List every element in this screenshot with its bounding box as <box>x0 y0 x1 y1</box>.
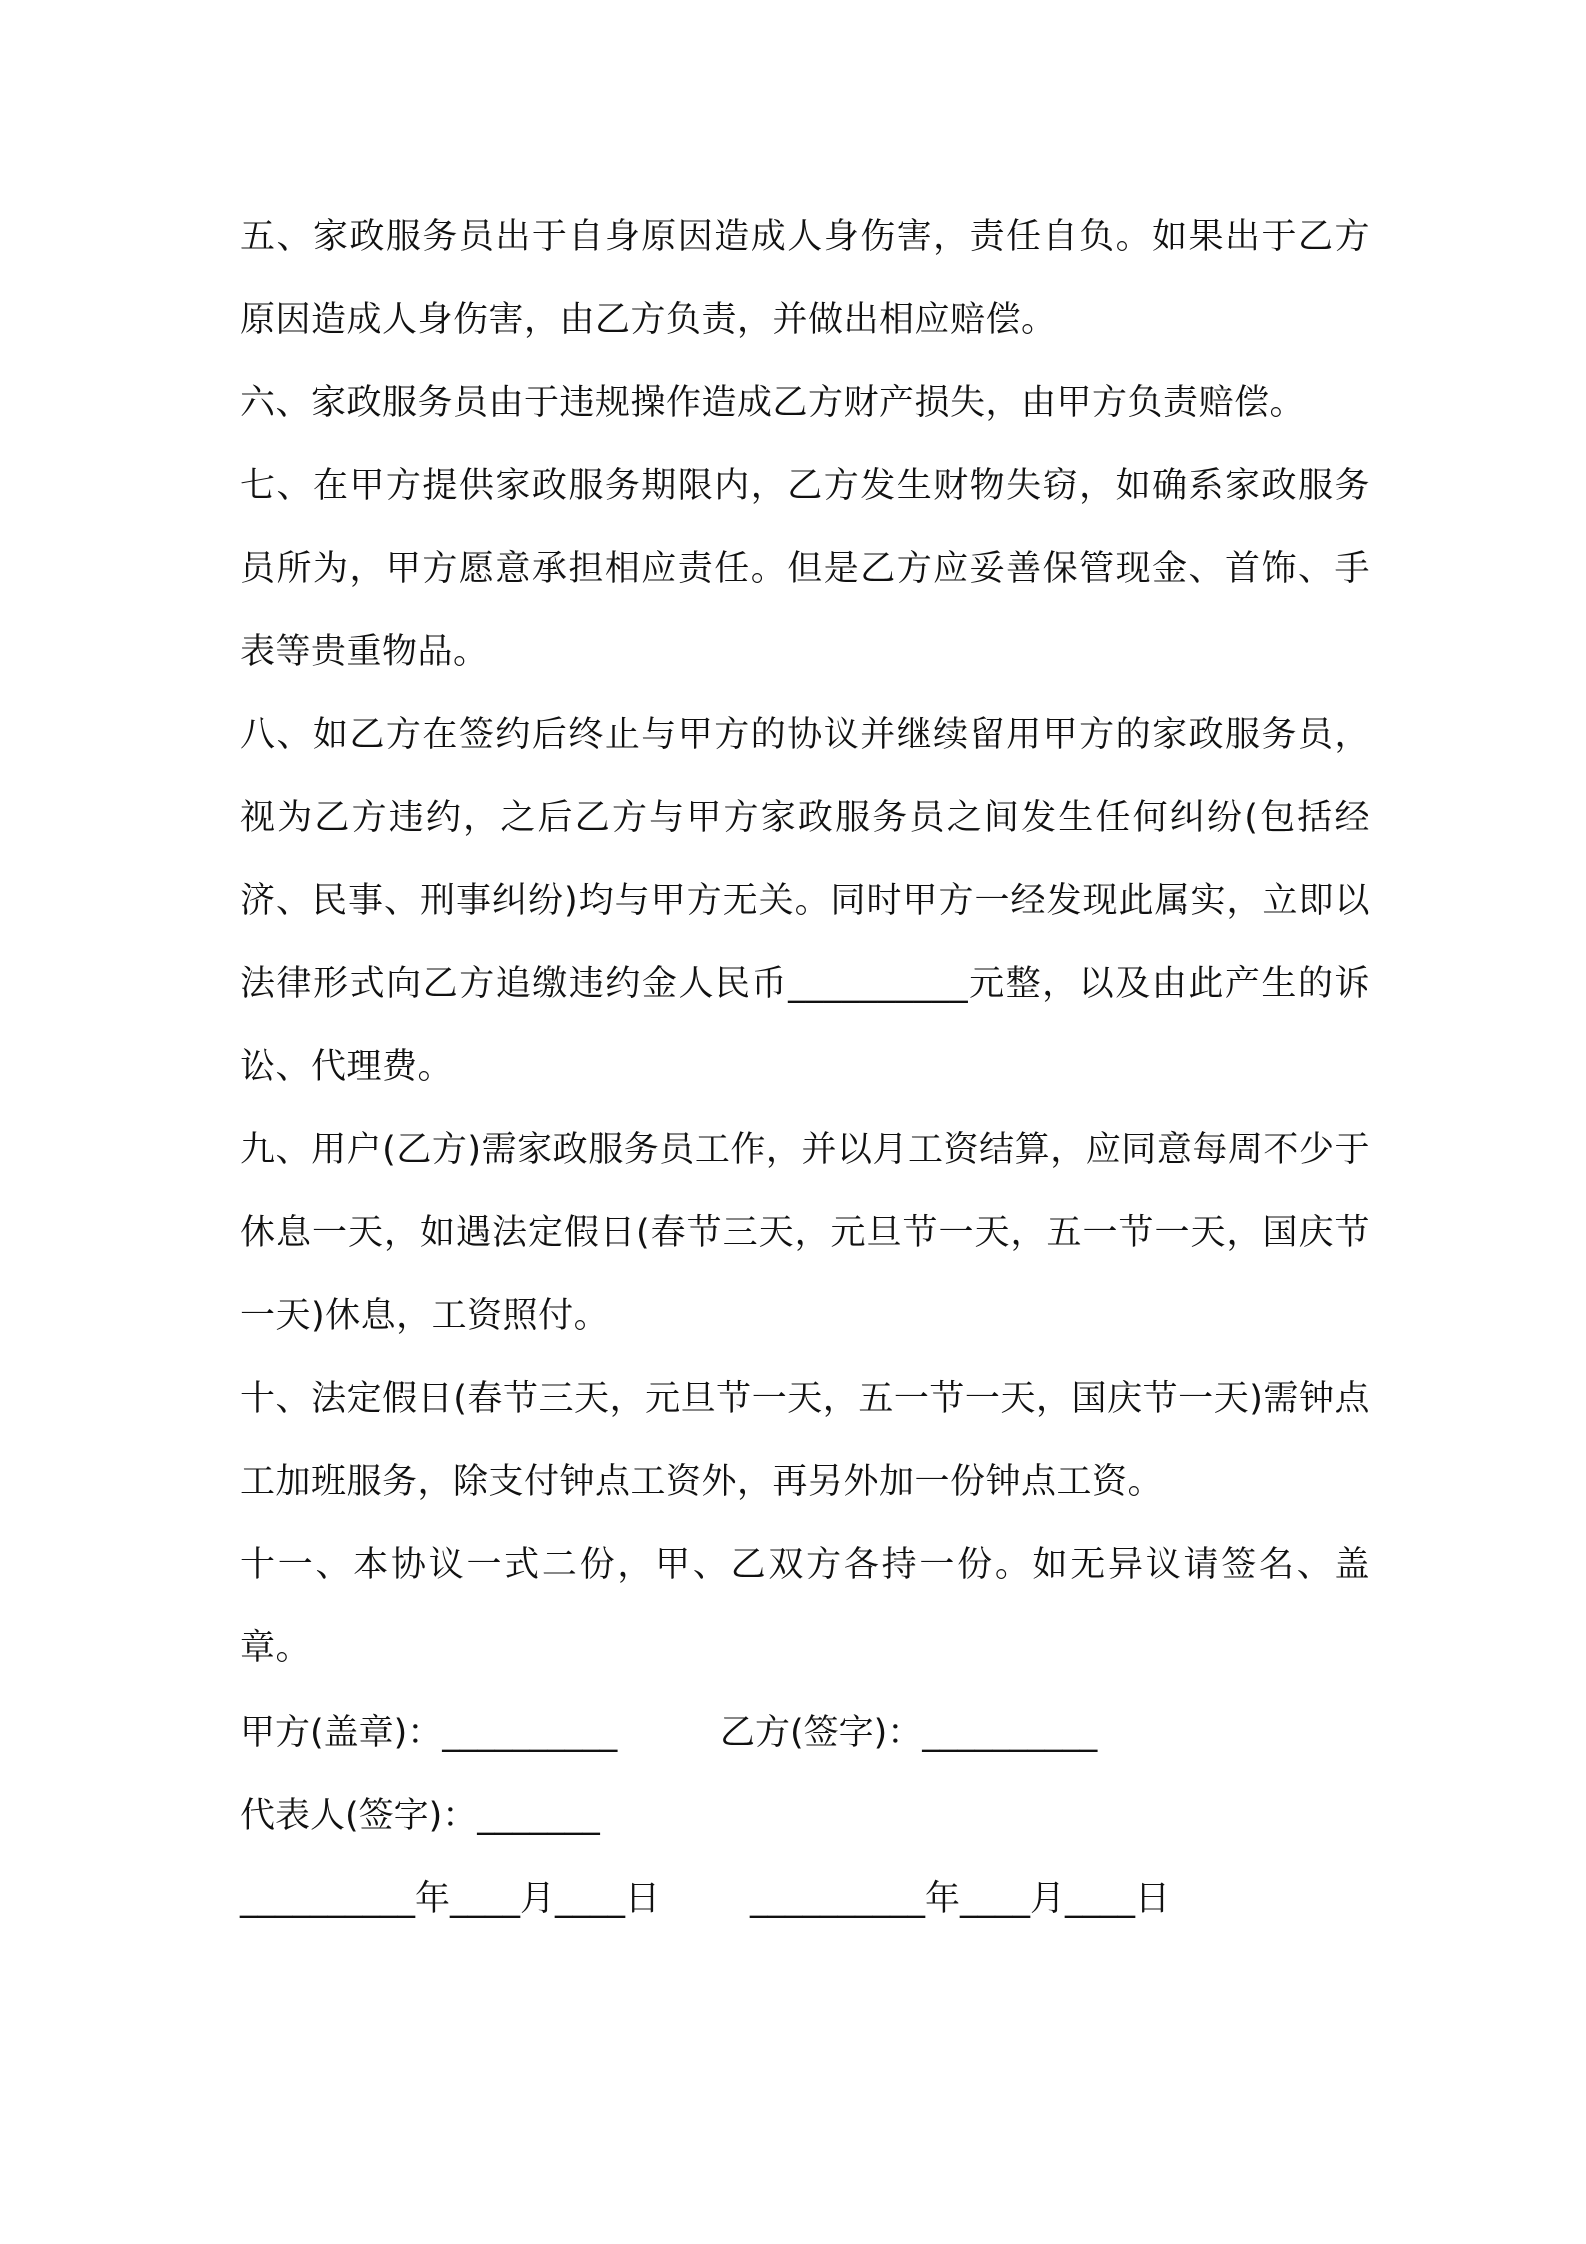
signature-row-dates <box>240 1858 1370 1941</box>
clause-9: 九、用户(乙方)需家政服务员工作，并以月工资结算，应同意每周不少于休息一天，如遇法定假日(春节三天，元旦节一天，五一节一天，国庆节一天)休息，工资照付。 <box>240 1130 1370 1336</box>
clause-7: 七、在甲方提供家政服务期限内，乙方发生财物失窃，如确系家政服务员所为，甲方愿意承担相应责任。但是乙方应妥善保管现金、首饰、手表等贵重物品。 <box>240 466 1370 672</box>
party-b-signature-line: 乙方(签字)：__________ <box>720 1713 1098 1753</box>
signature-block <box>240 1692 1370 1941</box>
party-b-date-line: __________年____月____日 <box>750 1879 1171 1919</box>
representative-signature-line: 代表人(签字)：_______ <box>240 1796 600 1836</box>
party-a-date-line: __________年____月____日 <box>240 1879 661 1919</box>
clause-6: 六、家政服务员由于违规操作造成乙方财产损失，由甲方负责赔偿。 <box>240 383 1306 423</box>
party-a-seal-line: 甲方(盖章)：__________ <box>240 1713 618 1753</box>
clause-10: 十、法定假日(春节三天，元旦节一天，五一节一天，国庆节一天)需钟点工加班服务，除支付钟点工资外，再另外加一份钟点工资。 <box>240 1379 1370 1502</box>
clause-5: 五、家政服务员出于自身原因造成人身伤害，责任自负。如果出于乙方原因造成人身伤害，由乙方负责，并做出相应赔偿。 <box>240 217 1370 340</box>
clause-11: 十一、本协议一式二份，甲、乙双方各持一份。如无异议请签名、盖章。 <box>240 1545 1370 1668</box>
signature-row-representative <box>240 1775 1370 1858</box>
signature-row-parties <box>240 1692 1370 1775</box>
clause-8: 八、如乙方在签约后终止与甲方的协议并继续留用甲方的家政服务员，视为乙方违约，之后乙方与甲方家政服务员之间发生任何纠纷(包括经济、民事、刑事纠纷)均与甲方无关。同时甲方一经发现此属实，立即以法律形式向乙方追缴违约金人民币__________元整，以及由此产生的诉讼、代理费。 <box>240 715 1370 1087</box>
document-body <box>240 196 1370 1941</box>
